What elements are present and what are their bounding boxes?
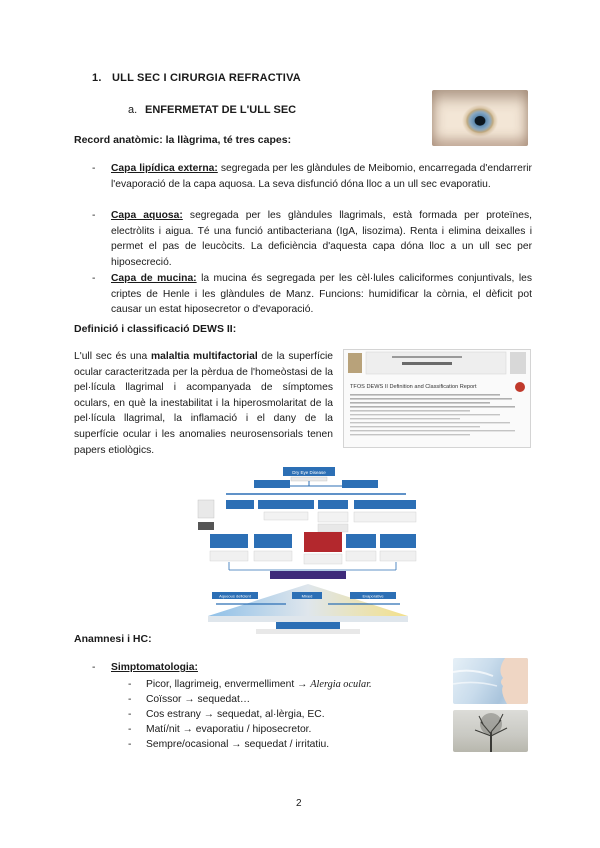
dews-paper-image [343, 349, 531, 448]
paper-title: TFOS DEWS II Definition and Classification Report [350, 384, 477, 390]
flow-aqueous-label: Aqueous deficient [219, 593, 251, 599]
definition-post: de la superfície ocular caracteritzada per la pèrdua de l'homeòstasi de la pel·lícula llagrimal i acompanyada de símptomes oculars, en què la inestabilitat i la hiperosmolaritat de la pel·lícula llagrimal, la inflamació i el dany de la superfície ocular i les anomalies neurosensorials tenen papers etiològics. [74, 351, 333, 456]
flow-evaporative-label: Evaporative [362, 593, 384, 599]
symptom-line: - Picor, llagrimeig, envermelliment → Alergia ocular. [128, 679, 372, 690]
flowchart-graphic [196, 466, 418, 636]
symptom-text: Cos estrany → sequedat, al·lèrgia, EC. [146, 709, 325, 720]
layer-text: la mucina és segregada per les cèl·lules caliciformes conjuntivals, les criptes de Henle i les glàndules de Manz. Funcions: humidificar la còrnia, el dèficit pot causar un estat hiposecretor o d'evaporació. [111, 273, 532, 316]
flow-mixed-label: Mixed [301, 593, 313, 599]
layer-text: segregada per les glàndules llagrimals, està formada per proteïnes, electròlits i aigua. Té una funció antibacteriana (IgA, lisozima). Renta i elimina deixalles i permet el pas de leucòcits. La deficiència d'aquesta capa dóna lloc a un ull sec per hiposecreció. [111, 210, 532, 268]
definition-pre: L'ull sec és una [74, 351, 151, 362]
layer-text: segregada per les glàndules de Meibomio, encarregada d'endarrerir l'evaporació de la capa aquosa. La seva disfunció dóna lloc a un ull sec evaporatiu. [111, 163, 532, 190]
record-heading: Record anatòmic: la llàgrima, té tres capes: [74, 134, 292, 146]
layer-title: Capa lipídica externa: [111, 163, 218, 174]
section-title: ENFERMETAT DE L'ULL SEC [145, 104, 297, 116]
symptom-italic: Alergia ocular. [310, 679, 372, 690]
definition-bold: malaltia multifactorial [150, 351, 258, 362]
definition-paragraph [74, 349, 333, 458]
chapter-title: ULL SEC I CIRURGIA REFRACTIVA [112, 72, 301, 84]
flow-top-label: Dry Eye Disease [292, 470, 326, 475]
eye-photo [432, 90, 528, 146]
layer-item: - Capa de mucina: la mucina és segregada per les cèl·lules caliciformes conjuntivals, les criptes de Henle i les glàndules de Manz. Funcions: humidificar la còrnia, el dèficit pot causar un estat hiposecretor o d'evaporació. [92, 273, 532, 316]
symptom-text: Matí/nit → evaporatiu / hiposecretor. [146, 724, 312, 735]
symptom-text: Coïssor → sequedat… [146, 694, 251, 705]
layer-title: Capa de mucina: [111, 273, 197, 284]
wind-face-photo [453, 658, 528, 704]
layer-item: - Capa aquosa: segregada per les glàndules llagrimals, està formada per proteïnes, electròlits i aigua. Té una funció antibacteriana (IgA, lisozima). Renta i elimina deixalles i permet el pas de leucòcits. La deficiència d'aquesta capa dóna lloc a un ull sec per hiposecreció. [92, 210, 532, 268]
symptoms-title: Simptomatologia: [111, 662, 198, 673]
layer-title: Capa aquosa: [111, 210, 183, 221]
symptom-text: Picor, llagrimeig, envermelliment → [146, 679, 311, 690]
symptom-line: - Coïssor → sequedat… [128, 694, 251, 705]
chapter-heading [92, 72, 301, 84]
symptoms-item: - Simptomatologia: [92, 662, 198, 673]
bare-tree-photo [453, 710, 528, 752]
symptom-line: - Sempre/ocasional → sequedat / irritatiu. [128, 739, 330, 750]
symptom-line: - Matí/nit → evaporatiu / hiposecretor. [128, 724, 312, 735]
chapter-number: 1. [92, 72, 102, 84]
symptom-line: - Cos estrany → sequedat, al·lèrgia, EC. [128, 709, 325, 720]
section-number: a. [128, 104, 138, 116]
paper-thumbnail-graphic [344, 350, 530, 447]
section-heading [128, 104, 296, 116]
definition-heading: Definició i classificació DEWS II: [74, 323, 237, 335]
page-number: 2 [296, 798, 302, 809]
symptom-text: Sempre/ocasional → sequedat / irritatiu. [146, 739, 330, 750]
dews-classification-flowchart [196, 466, 418, 636]
anamnesi-heading: Anamnesi i HC: [74, 633, 152, 645]
layer-item: - Capa lipídica externa: segregada per les glàndules de Meibomio, encarregada d'endarrerir l'evaporació de la capa aquosa. La seva disfunció dóna lloc a un ull sec evaporatiu. [92, 163, 532, 190]
